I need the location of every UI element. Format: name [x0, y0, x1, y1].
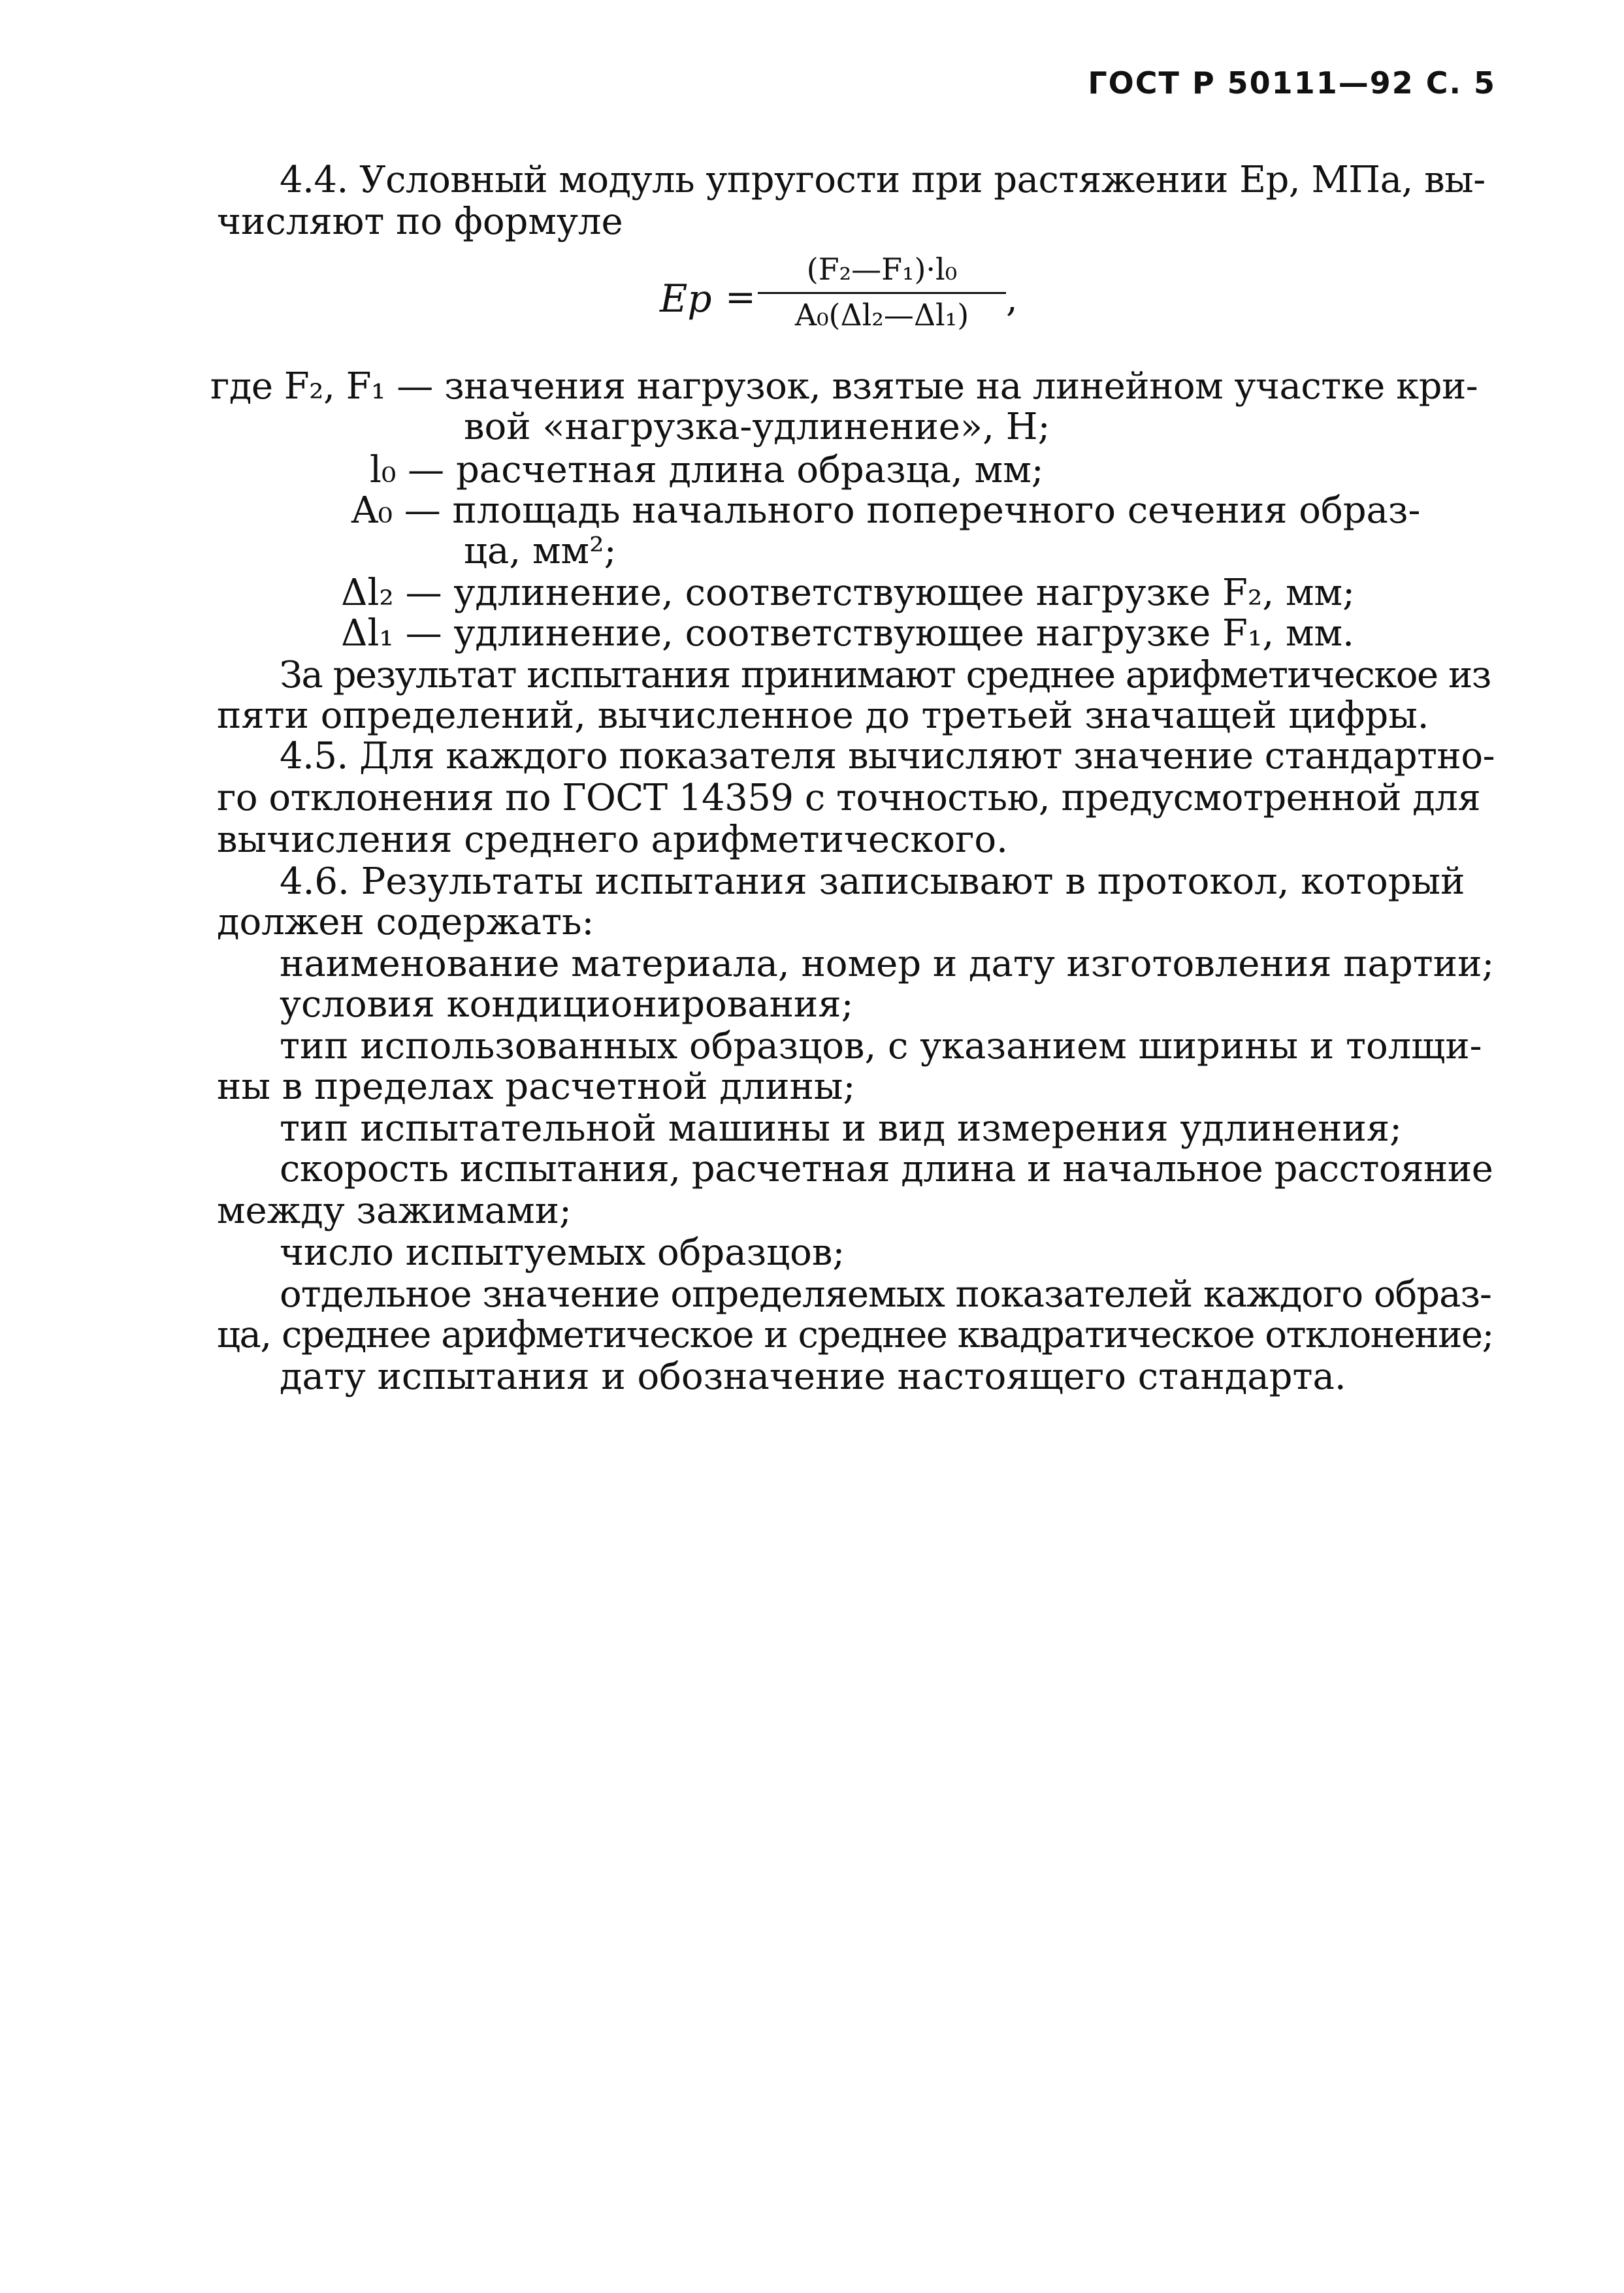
formula-comma: , [1006, 278, 1018, 320]
text-line: A₀ — площадь начального поперечного сечения образ- [351, 489, 1421, 532]
fraction-bar [758, 292, 1006, 294]
text-line: ца, среднее арифметическое и среднее квадратическое отклонение; [217, 1314, 1493, 1356]
text-line: пяти определений, вычисленное до третьей значащей цифры. [217, 694, 1429, 737]
formula-equals: = [725, 276, 756, 319]
text-line: Δl₂ — удлинение, соответствующее нагрузке F₂, мм; [341, 572, 1355, 614]
formula-lhs: Ep [660, 276, 712, 321]
text-line: число испытуемых образцов; [280, 1231, 845, 1274]
text-line: 4.5. Для каждого показателя вычисляют значение стандартно- [280, 735, 1495, 777]
text-line: тип испытательной машины и вид измерения удлинения; [280, 1107, 1402, 1150]
page-header: ГОСТ Р 50111—92 С. 5 [1088, 65, 1496, 101]
text-line: го отклонения по ГОСТ 14359 с точностью, предусмотренной для [217, 777, 1481, 819]
text-line: За результат испытания принимают среднее арифметическое из [280, 654, 1491, 696]
text-line: 4.4. Условный модуль упругости при растяжении Eр, МПа, вы- [280, 159, 1486, 201]
text-line: должен содержать: [217, 901, 594, 943]
text-line: ны в пределах расчетной длины; [217, 1065, 856, 1108]
text-line: l₀ — расчетная длина образца, мм; [370, 449, 1044, 491]
text-line: отдельное значение определяемых показателей каждого образ- [280, 1273, 1491, 1316]
text-line: условия кондиционирования; [280, 983, 854, 1026]
text-line: вой «нагрузка-удлинение», Н; [464, 406, 1050, 448]
text-line: где F₂, F₁ — значения нагрузок, взятые на линейном участке кри- [210, 365, 1478, 408]
text-line: числяют по формуле [217, 201, 623, 243]
text-line: вычисления среднего арифметического. [217, 819, 1008, 861]
text-line: наименование материала, номер и дату изготовления партии; [280, 943, 1495, 985]
text-line: тип использованных образцов, с указанием ширины и толщи- [280, 1025, 1482, 1067]
text-line: ца, мм²; [464, 530, 617, 572]
text-line: между зажимами; [217, 1190, 572, 1232]
text-line: дату испытания и обозначение настоящего стандарта. [280, 1356, 1346, 1398]
formula-numerator: (F₂—F₁)·l₀ [806, 252, 958, 287]
elastic-modulus-formula [660, 252, 1026, 343]
text-line: Δl₁ — удлинение, соответствующее нагрузке F₁, мм. [341, 612, 1354, 655]
text-line: скорость испытания, расчетная длина и начальное расстояние [280, 1148, 1493, 1190]
text-line: 4.6. Результаты испытания записывают в протокол, который [280, 860, 1465, 903]
formula-denominator: A₀(Δl₂—Δl₁) [794, 297, 969, 333]
